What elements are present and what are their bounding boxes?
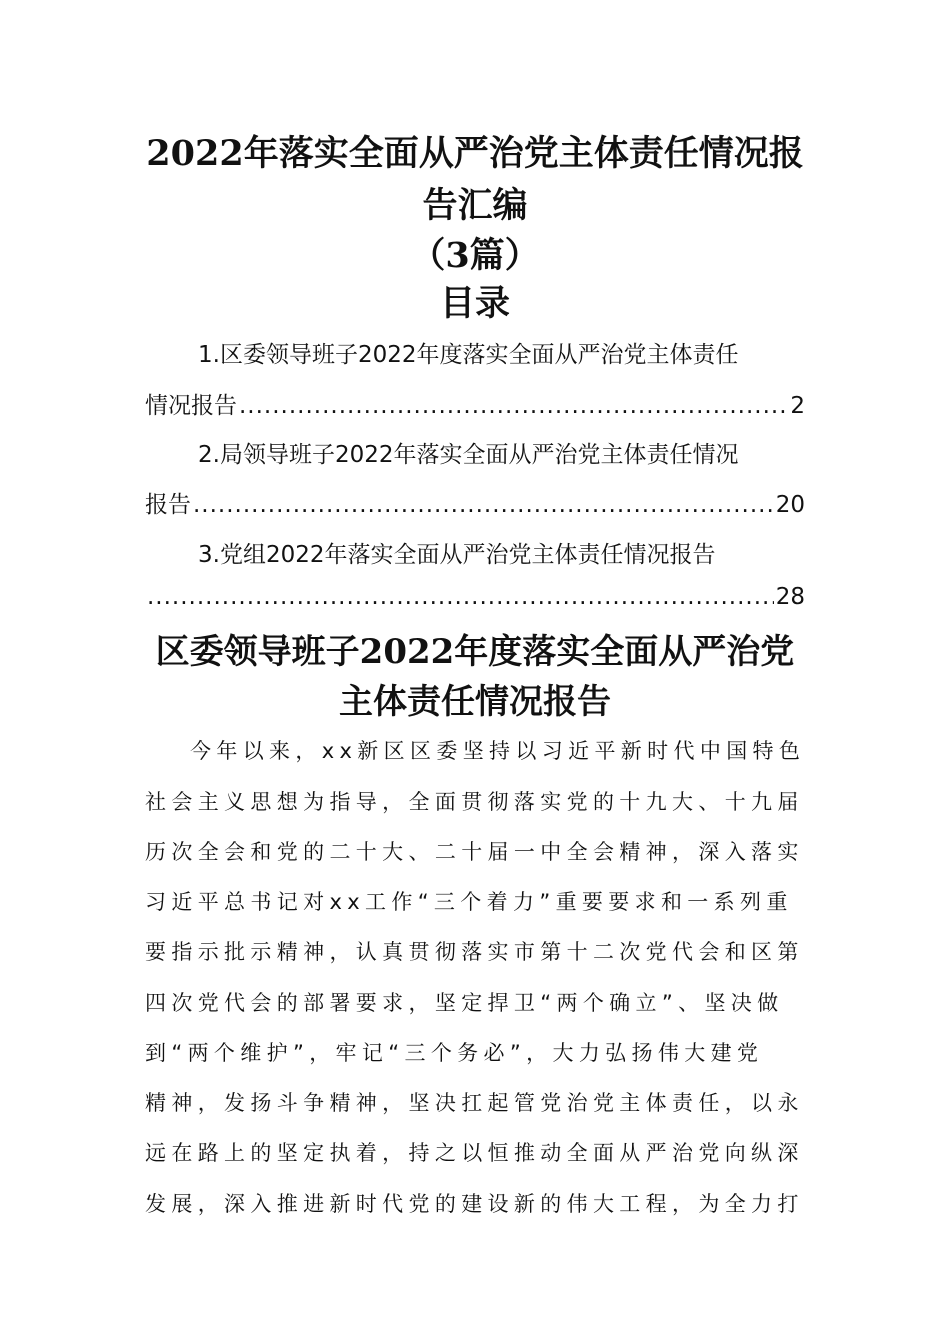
toc-entry-3-page: 28	[775, 584, 805, 610]
body-text-line: 要指示批示精神，认真贯彻落实市第十二次党代会和区第	[145, 940, 804, 964]
body-text-line: 发展，深入推进新时代党的建设新的伟大工程，为全力打	[145, 1192, 804, 1216]
toc-entry-2-line-2[interactable]	[145, 486, 805, 519]
toc-entry-1-line-1[interactable]: 1.区委领导班子2022年度落实全面从严治党主体责任	[198, 342, 739, 368]
toc-entry-1-label: 情况报告	[145, 393, 237, 419]
toc-entry-1-page: 2	[790, 393, 805, 419]
document-subtitle-count: （3篇）	[410, 235, 540, 276]
toc-entry-2-page: 20	[775, 492, 805, 518]
toc-heading: 目录	[439, 283, 510, 324]
toc-entry-3-line-2[interactable]	[145, 584, 805, 610]
body-text-line: 习近平总书记对xx工作“三个着力”重要要求和一系列重	[145, 890, 793, 914]
toc-entry-3-line-1[interactable]: 3.党组2022年落实全面从严治党主体责任情况报告	[198, 542, 716, 568]
body-text-line: 远在路上的坚定执着，持之以恒推动全面从严治党向纵深	[145, 1141, 804, 1165]
toc-entry-2-label: 报告	[145, 492, 191, 518]
body-text-line: 历次全会和党的二十大、二十届一中全会精神，深入落实	[145, 840, 804, 864]
toc-leader-dots	[147, 584, 774, 610]
body-text-line: 今年以来，xx新区区委坚持以习近平新时代中国特色	[190, 739, 806, 763]
article-title-line-1: 区委领导班子2022年度落实全面从严治党	[155, 632, 795, 672]
toc-leader-dots	[239, 393, 788, 419]
article-title-line-2: 主体责任情况报告	[339, 682, 611, 722]
toc-entry-2-line-1[interactable]: 2.局领导班子2022年落实全面从严治党主体责任情况	[198, 442, 739, 468]
toc-leader-dots	[193, 492, 774, 518]
toc-entry-1-line-2[interactable]	[145, 387, 805, 420]
body-text-line: 社会主义思想为指导，全面贯彻落实党的十九大、十九届	[145, 790, 804, 814]
document-title-line-1: 2022年落实全面从严治党主体责任情况报	[146, 133, 804, 174]
body-text-line: 精神，发扬斗争精神，坚决扛起管党治党主体责任，以永	[145, 1091, 804, 1115]
document-title-line-2: 告汇编	[422, 185, 528, 226]
body-text-line: 四次党代会的部署要求，坚定捍卫“两个确立”、坚决做	[145, 991, 784, 1015]
body-text-line: 到“两个维护”，牢记“三个务必”，大力弘扬伟大建党	[145, 1041, 764, 1065]
